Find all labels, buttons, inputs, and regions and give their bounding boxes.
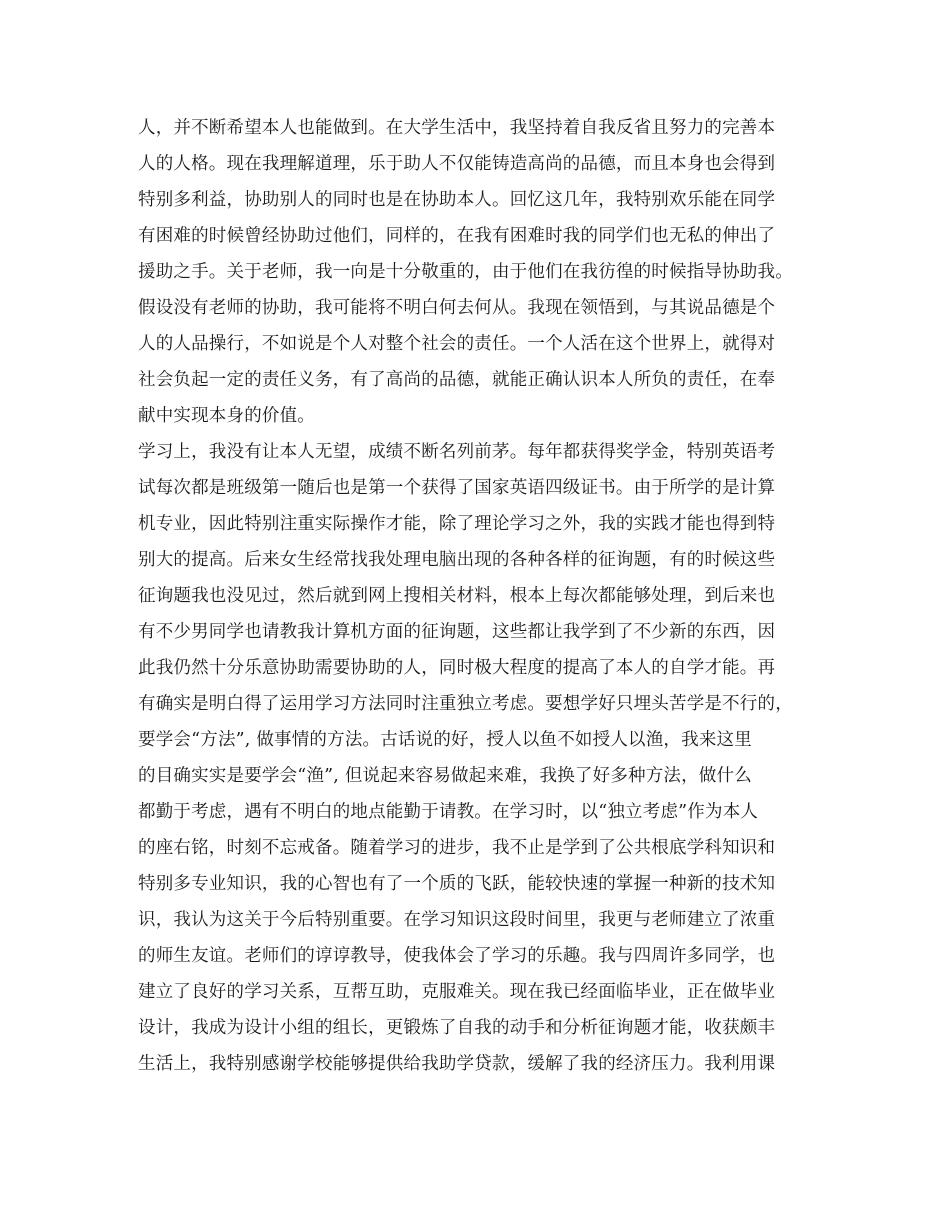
text-line: 人的人品操行，不如说是个人对整个社会的责任。一个人活在这个世界上，就得对 [138,334,776,354]
text-line: 征询题我也没见过，然后就到网上搜相关材料，根本上每次都能够处理，到后来也 [138,586,776,606]
text-line: 要学会“方法”, 做事情的方法。古话说的好，授人以鱼不如授人以渔，我来这里 [138,730,752,750]
text-line: 别大的提高。后来女生经常找我处理电脑出现的各种各样的征询题，有的时候这些 [138,550,776,570]
text-line: 生活上，我特别感谢学校能够提供给我助学贷款，缓解了我的经济压力。我利用课 [138,1054,776,1074]
text-line: 的师生友谊。老师们的谆谆教导，使我体会了学习的乐趣。我与四周许多同学，也 [138,946,776,966]
text-line: 机专业，因此特别注重实际操作才能，除了理论学习之外，我的实践才能也得到特 [138,514,776,534]
body-text [138,110,828,1082]
text-line: 都勤于考虑，遇有不明白的地点能勤于请教。在学习时，以“独立考虑”作为本人 [138,802,759,822]
text-line: 有困难的时候曾经协助过他们，同样的，在我有困难时我的同学们也无私的伸出了 [138,226,776,246]
text-line: 献中实现本身的价值。 [138,406,315,426]
text-line: 此我仍然十分乐意协助需要协助的人，同时极大程度的提高了本人的自学才能。再 [138,658,776,678]
text-line: 的目确实实是要学会“渔”, 但说起来容易做起来难，我换了好多种方法，做什么 [138,766,752,786]
text-line: 有不少男同学也请教我计算机方面的征询题，这些都让我学到了不少新的东西，因 [138,622,776,642]
text-line: 设计，我成为设计小组的组长，更锻炼了自我的动手和分析征询题才能，收获颇丰 [138,1018,776,1038]
text-line: 识，我认为这关于今后特别重要。在学习知识这段时间里，我更与老师建立了浓重 [138,910,776,930]
text-line: 人，并不断希望本人也能做到。在大学生活中，我坚持着自我反省且努力的完善本 [138,118,776,138]
text-line: 援助之手。关于老师，我一向是十分敬重的，由于他们在我彷徨的时候指导协助我。 [138,262,793,282]
text-line: 有确实是明白得了运用学习方法同时注重独立考虑。要想学好只埋头苦学是不行的， [138,694,793,714]
text-line: 人的人格。现在我理解道理，乐于助人不仅能铸造高尚的品德，而且本身也会得到 [138,154,776,174]
text-line: 社会负起一定的责任义务，有了高尚的品德，就能正确认识本人所负的责任，在奉 [138,370,776,390]
text-line: 学习上，我没有让本人无望，成绩不断名列前茅。每年都获得奖学金，特别英语考 [138,442,776,462]
text-line: 试每次都是班级第一随后也是第一个获得了国家英语四级证书。由于所学的是计算 [138,478,776,498]
text-line: 建立了良好的学习关系，互帮互助，克服难关。现在我已经面临毕业，正在做毕业 [138,982,776,1002]
text-line: 特别多利益，协助别人的同时也是在协助本人。回忆这几年，我特别欢乐能在同学 [138,190,776,210]
text-line: 特别多专业知识，我的心智也有了一个质的飞跃，能较快速的掌握一种新的技术知 [138,874,776,894]
text-line: 的座右铭，时刻不忘戒备。随着学习的进步，我不止是学到了公共根底学科知识和 [138,838,776,858]
text-line: 假设没有老师的协助，我可能将不明白何去何从。我现在领悟到，与其说品德是个 [138,298,776,318]
